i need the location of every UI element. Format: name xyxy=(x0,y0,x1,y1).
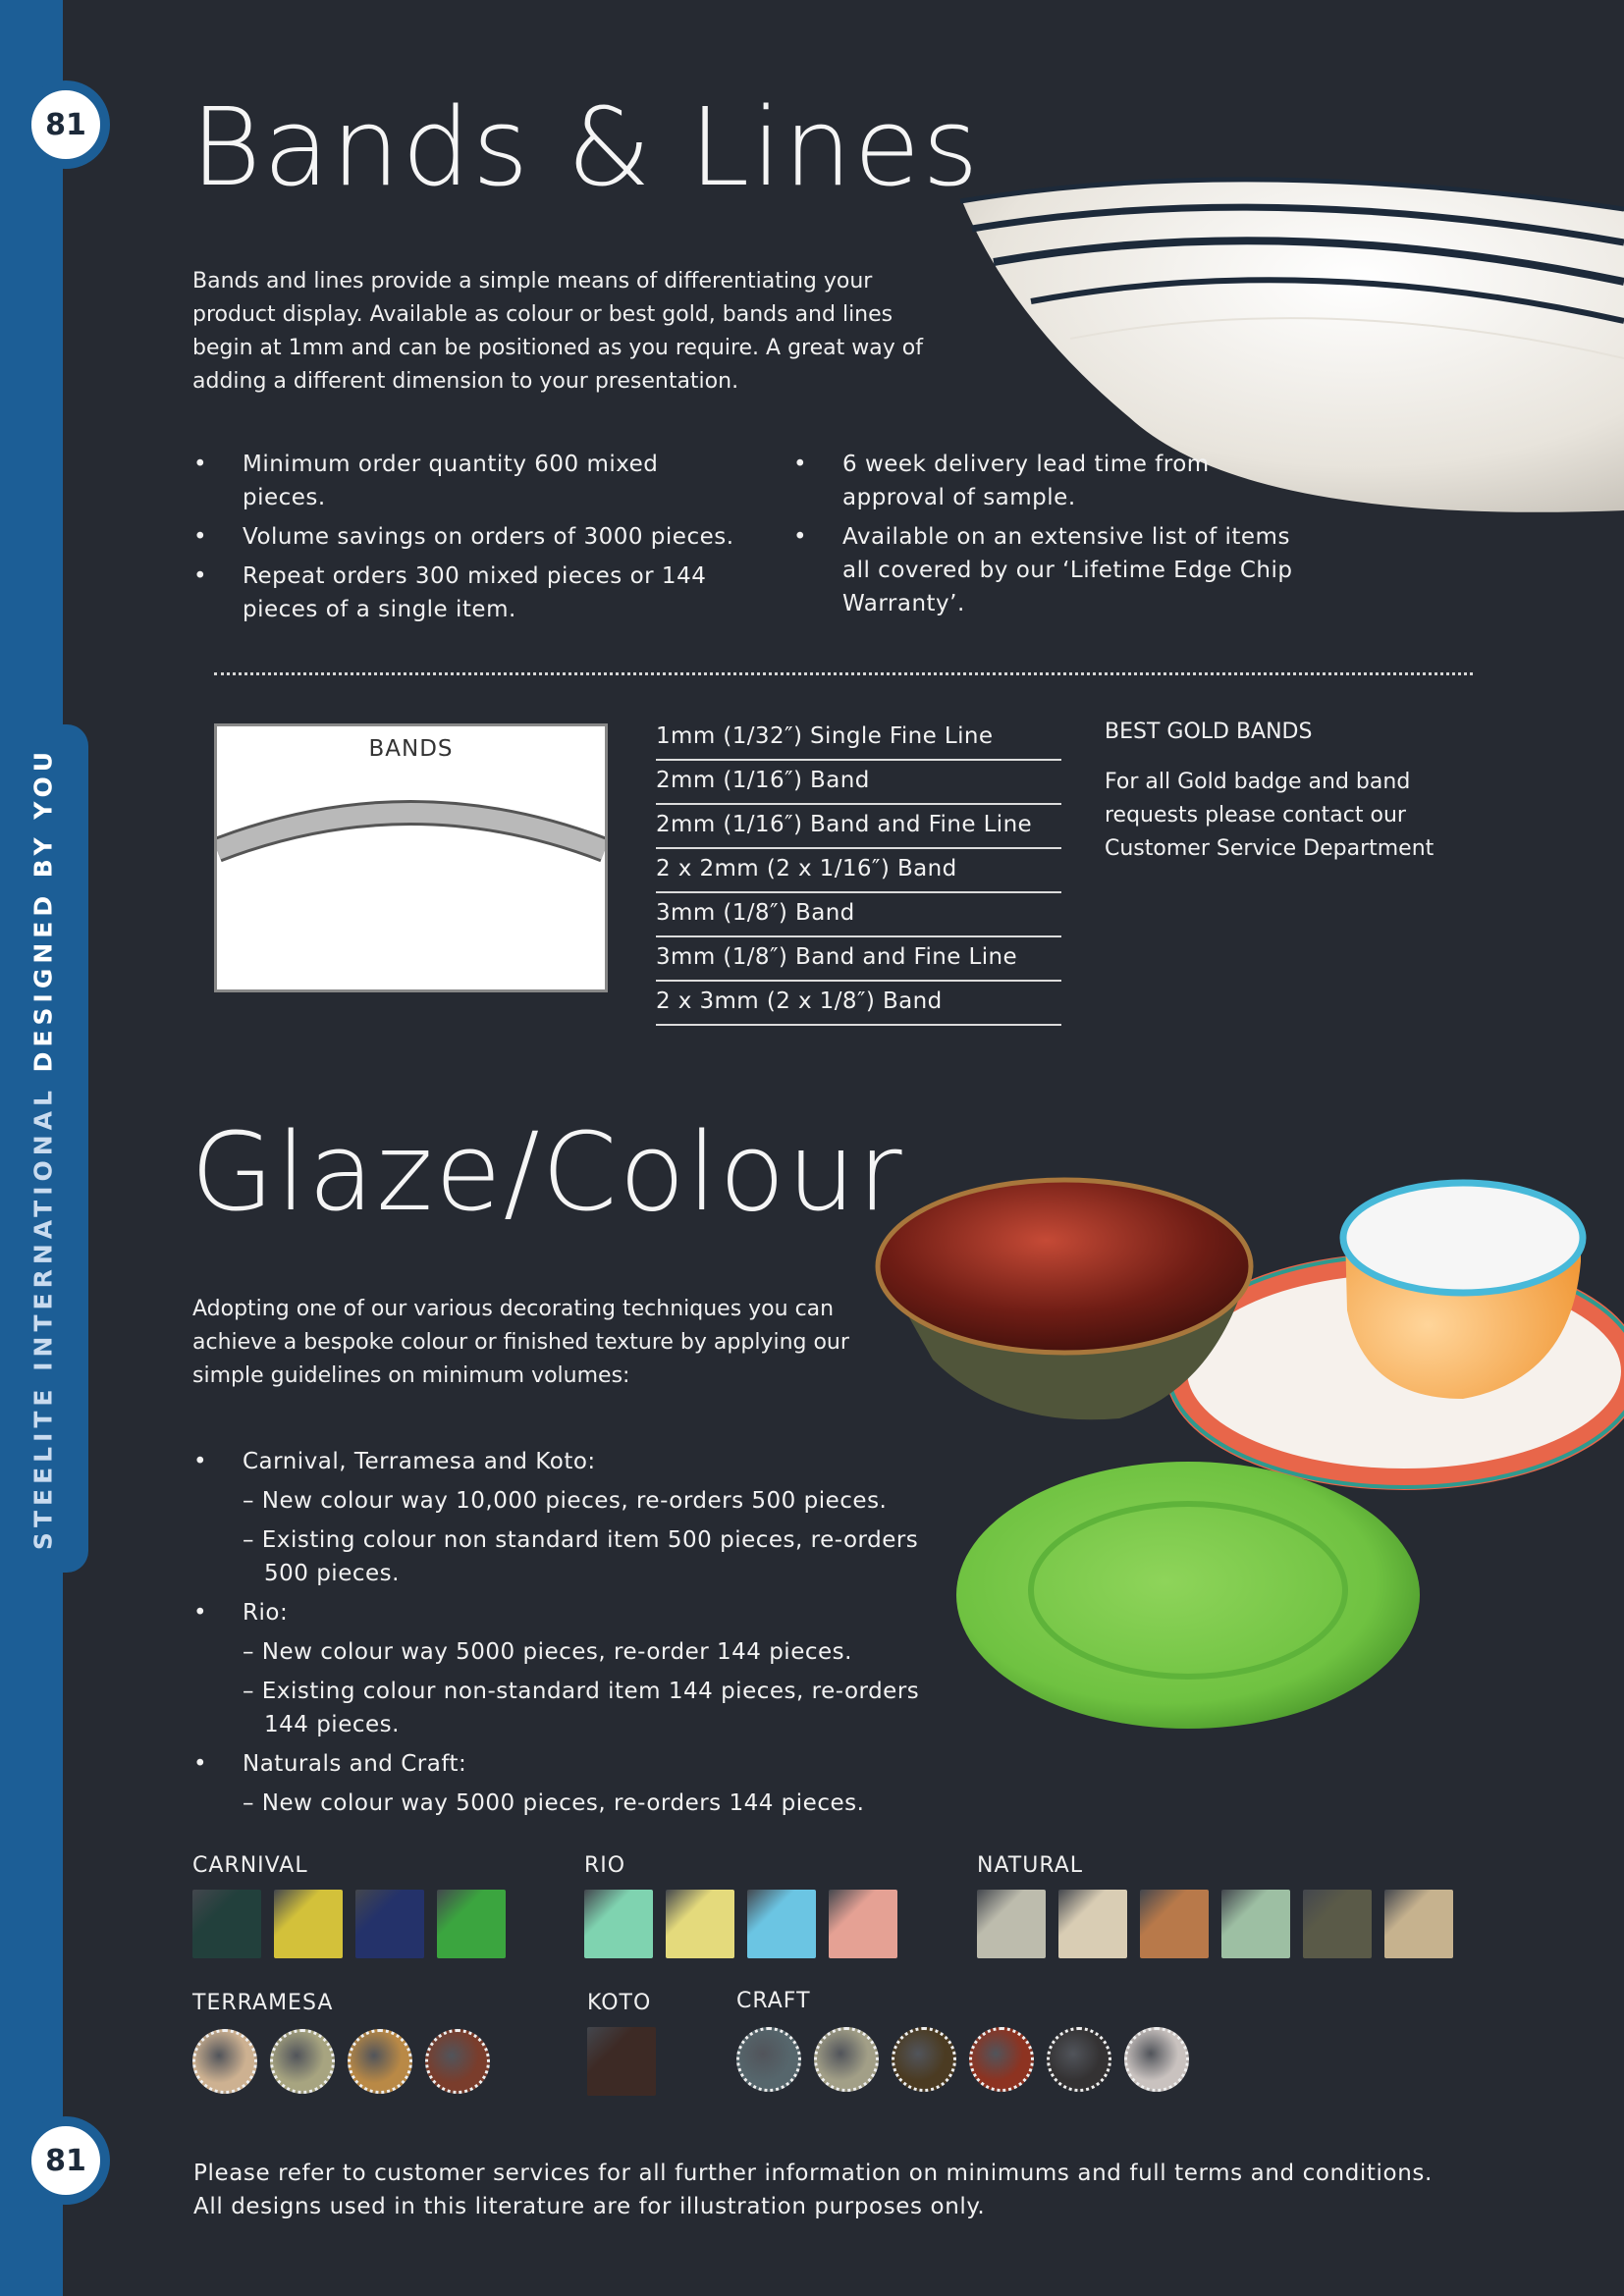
colour-swatch xyxy=(348,2029,412,2094)
footer-notes xyxy=(193,2157,1433,2223)
glaze-item-head: Naturals and Craft: xyxy=(243,1751,467,1777)
page-number-bottom: 81 xyxy=(22,2116,110,2205)
glaze-item xyxy=(193,1747,940,1820)
bullet-item: • Minimum order quantity 600 mixed pieces. xyxy=(193,448,743,514)
colour-swatch xyxy=(1384,1890,1453,1958)
swatch-group-craft xyxy=(736,1989,1202,2092)
glaze-item-sub: – New colour way 10,000 pieces, re-orders 500 pieces. xyxy=(243,1488,888,1514)
colour-swatch xyxy=(1221,1890,1290,1958)
bands-bullets-left xyxy=(193,448,743,632)
swatch-group-terramesa xyxy=(192,1991,503,2094)
band-option: 3mm (1/8″) Band xyxy=(656,893,1061,937)
glaze-item-sub: – New colour way 5000 pieces, re-orders 144 pieces. xyxy=(243,1790,865,1816)
glaze-item xyxy=(193,1445,940,1590)
swatch-group-koto xyxy=(587,1991,669,2096)
swatch-label: NATURAL xyxy=(977,1853,1084,1878)
dotted-divider xyxy=(214,672,1473,675)
bands-diagram xyxy=(214,723,608,992)
glaze-item xyxy=(193,1596,940,1741)
bullet-item: • 6 week delivery lead time from approval of sample. xyxy=(793,448,1304,514)
bullet-item: • Repeat orders 300 mixed pieces or 144 pieces of a single item. xyxy=(193,560,743,626)
bullet-item: • Available on an extensive list of items all covered by our ‘Lifetime Edge Chip Warranty’. xyxy=(793,520,1304,620)
swatch-label: CRAFT xyxy=(736,1989,811,2013)
colour-swatch xyxy=(1303,1890,1372,1958)
glaze-title: Glaze/Colour xyxy=(190,1109,904,1235)
colour-swatch xyxy=(192,2029,257,2094)
spine-tagline: DESIGNED BY YOU xyxy=(28,746,58,1073)
swatch-row xyxy=(192,2029,503,2094)
footer-line: All designs used in this literature are for illustration purposes only. xyxy=(193,2194,986,2219)
glaze-item-head: Rio: xyxy=(243,1600,289,1626)
band-option: 2 x 3mm (2 x 1/8″) Band xyxy=(656,982,1061,1026)
glaze-bullets xyxy=(193,1445,940,1826)
colour-swatch xyxy=(814,2027,879,2092)
colour-swatch xyxy=(274,1890,343,1958)
swatch-label: CARNIVAL xyxy=(192,1853,308,1878)
swatch-group-carnival xyxy=(192,1853,518,1958)
swatch-group-rio xyxy=(584,1853,910,1958)
swatch-row xyxy=(736,2027,1202,2092)
glaze-item-head: Carnival, Terramesa and Koto: xyxy=(243,1449,596,1474)
gold-bands-heading: BEST GOLD BANDS xyxy=(1105,720,1313,744)
band-option: 2mm (1/16″) Band and Fine Line xyxy=(656,805,1061,849)
band-option: 2 x 2mm (2 x 1/16″) Band xyxy=(656,849,1061,893)
footer-line: Please refer to customer services for all further information on minimums and full terms and conditions. xyxy=(193,2161,1433,2186)
colour-swatch xyxy=(969,2027,1034,2092)
swatch-label: TERRAMESA xyxy=(192,1991,334,2015)
glaze-intro: Adopting one of our various decorating techniques you can achieve a bespoke colour or finished texture by applying our simple guidelines on minimum volumes: xyxy=(192,1297,849,1388)
swatch-row xyxy=(587,2027,669,2096)
colour-swatch xyxy=(1047,2027,1111,2092)
band-option: 2mm (1/16″) Band xyxy=(656,761,1061,805)
spine-brand: STEELITE INTERNATIONAL xyxy=(28,1086,58,1551)
colour-swatch xyxy=(829,1890,897,1958)
glaze-item-sub: – Existing colour non standard item 500 pieces, re-orders 500 pieces. xyxy=(243,1527,919,1586)
colour-swatch xyxy=(1058,1890,1127,1958)
colour-swatch xyxy=(192,1890,261,1958)
glaze-item-sub: – Existing colour non-standard item 144 pieces, re-orders 144 pieces. xyxy=(243,1679,920,1737)
swatch-label: RIO xyxy=(584,1853,626,1878)
colour-swatch xyxy=(587,2027,656,2096)
swatch-row xyxy=(584,1890,910,1958)
glazed-tableware-image xyxy=(874,1173,1624,1742)
band-options-list xyxy=(656,717,1061,1026)
bullet-item: • Volume savings on orders of 3000 pieces. xyxy=(193,520,743,554)
colour-swatch xyxy=(1140,1890,1209,1958)
colour-swatch xyxy=(977,1890,1046,1958)
glaze-item-sub: – New colour way 5000 pieces, re-order 144 pieces. xyxy=(243,1639,852,1665)
bands-intro: Bands and lines provide a simple means of differentiating your product display. Available as colour or best gold, bands and lines begin at 1mm and can be positioned as you require. A great way of adding a different dimension to your presentation. xyxy=(192,269,923,394)
spine-caption xyxy=(29,747,58,1550)
colour-swatch xyxy=(584,1890,653,1958)
band-curve-graphic xyxy=(217,726,605,989)
swatch-row xyxy=(977,1890,1466,1958)
swatch-label: KOTO xyxy=(587,1991,652,2015)
colour-swatch xyxy=(747,1890,816,1958)
swatch-group-natural xyxy=(977,1853,1466,1958)
colour-swatch xyxy=(355,1890,424,1958)
colour-swatch xyxy=(437,1890,506,1958)
band-option: 3mm (1/8″) Band and Fine Line xyxy=(656,937,1061,982)
colour-swatch xyxy=(270,2029,335,2094)
page-number-top: 81 xyxy=(22,80,110,169)
colour-swatch xyxy=(425,2029,490,2094)
colour-swatch xyxy=(892,2027,956,2092)
colour-swatch xyxy=(1124,2027,1189,2092)
bands-diagram-label: BANDS xyxy=(368,736,454,762)
bands-title: Bands & Lines xyxy=(190,84,981,210)
band-option: 1mm (1/32″) Single Fine Line xyxy=(656,717,1061,761)
swatch-row xyxy=(192,1890,518,1958)
colour-swatch xyxy=(666,1890,734,1958)
bands-bullets-right xyxy=(793,448,1304,626)
colour-swatch xyxy=(736,2027,801,2092)
gold-bands-text: For all Gold badge and band requests please contact our Customer Service Department xyxy=(1105,770,1435,861)
